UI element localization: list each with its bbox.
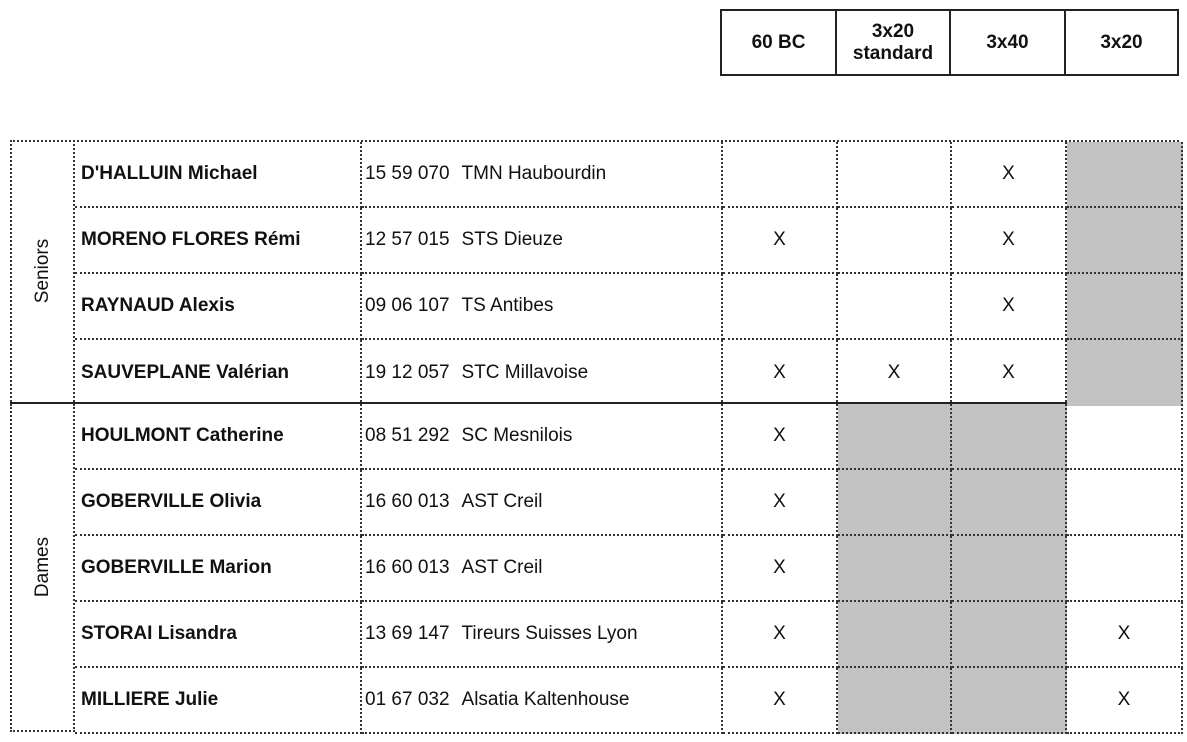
- mark-3x40: [952, 404, 1067, 470]
- mark-3x20-standard: [838, 404, 952, 470]
- mark-3x20: [1067, 404, 1183, 470]
- license-number: 12 57 015: [365, 229, 450, 250]
- license-number: 08 51 292: [365, 425, 450, 446]
- mark-3x40: X: [952, 274, 1067, 340]
- athlete-name: HOULMONT Catherine: [75, 404, 362, 470]
- club-name: TS Antibes: [461, 295, 554, 316]
- table-row: [75, 142, 1187, 208]
- mark-3x20: [1067, 470, 1183, 536]
- mark-3x20-standard: [838, 602, 952, 668]
- mark-3x20: [1067, 142, 1183, 208]
- athlete-name: SAUVEPLANE Valérian: [75, 340, 362, 406]
- mark-3x20-standard: [838, 470, 952, 536]
- mark-3x20: [1067, 208, 1183, 274]
- club-name: SC Mesnilois: [461, 425, 573, 446]
- club-name: AST Creil: [461, 557, 543, 578]
- header-3x20: 3x20: [1100, 31, 1143, 53]
- mark-60bc: X: [723, 208, 838, 274]
- mark-60bc: X: [723, 602, 838, 668]
- mark-3x40: [952, 536, 1067, 602]
- category-seniors: [10, 140, 75, 402]
- mark-3x20: [1067, 274, 1183, 340]
- athlete-name: MORENO FLORES Rémi: [75, 208, 362, 274]
- license-number: 15 59 070: [365, 163, 450, 184]
- mark-60bc: X: [723, 536, 838, 602]
- mark-3x20-standard: [838, 668, 952, 734]
- club-name: STS Dieuze: [461, 229, 563, 250]
- athlete-name: D'HALLUIN Michael: [75, 142, 362, 208]
- category-dames: [10, 404, 75, 732]
- mark-3x20-standard: [838, 274, 952, 340]
- table-row: [75, 274, 1187, 340]
- event-header: [720, 9, 1179, 76]
- table-row: [75, 340, 1187, 406]
- table-row: [75, 602, 1187, 668]
- category-label: Seniors: [31, 238, 53, 304]
- mark-60bc: X: [723, 470, 838, 536]
- mark-60bc: X: [723, 668, 838, 734]
- mark-60bc: X: [723, 340, 838, 406]
- athlete-name: GOBERVILLE Marion: [75, 536, 362, 602]
- athlete-name: STORAI Lisandra: [75, 602, 362, 668]
- header-3x20-standard: 3x20 standard: [837, 11, 951, 74]
- athlete-club: [362, 602, 723, 668]
- mark-60bc: [723, 142, 838, 208]
- athlete-club: [362, 208, 723, 274]
- table-row: [75, 208, 1187, 274]
- club-name: Tireurs Suisses Lyon: [461, 623, 638, 644]
- mark-3x40: [952, 470, 1067, 536]
- mark-3x20: X: [1067, 668, 1183, 734]
- table-row: [75, 470, 1187, 536]
- mark-3x20-standard: X: [838, 340, 952, 406]
- table-row: [75, 536, 1187, 602]
- mark-3x20: [1067, 340, 1183, 406]
- athlete-club: [362, 142, 723, 208]
- mark-3x40: [952, 602, 1067, 668]
- category-label: Dames: [31, 536, 53, 598]
- license-number: 16 60 013: [365, 557, 450, 578]
- athlete-club: [362, 340, 723, 406]
- mark-3x20-standard: [838, 208, 952, 274]
- athlete-name: RAYNAUD Alexis: [75, 274, 362, 340]
- athlete-name: GOBERVILLE Olivia: [75, 470, 362, 536]
- mark-60bc: X: [723, 404, 838, 470]
- mark-3x20-standard: [838, 536, 952, 602]
- athlete-club: [362, 536, 723, 602]
- mark-3x40: [952, 668, 1067, 734]
- athlete-club: [362, 404, 723, 470]
- mark-3x40: X: [952, 208, 1067, 274]
- athlete-club: [362, 668, 723, 734]
- mark-3x20: [1067, 536, 1183, 602]
- header-60bc: 60 BC: [722, 11, 837, 74]
- club-name: STC Millavoise: [461, 362, 589, 383]
- club-name: AST Creil: [461, 491, 543, 512]
- table-row: [75, 404, 1187, 470]
- mark-3x40: X: [952, 142, 1067, 208]
- header-3x40: 3x40: [951, 11, 1066, 74]
- registration-table: [10, 140, 1179, 732]
- club-name: Alsatia Kaltenhouse: [461, 689, 630, 710]
- club-name: TMN Haubourdin: [461, 163, 607, 184]
- mark-3x20: X: [1067, 602, 1183, 668]
- license-number: 16 60 013: [365, 491, 450, 512]
- license-number: 19 12 057: [365, 362, 450, 383]
- license-number: 13 69 147: [365, 623, 450, 644]
- table-row: [75, 668, 1187, 734]
- mark-60bc: [723, 274, 838, 340]
- mark-3x40: X: [952, 340, 1067, 406]
- license-number: 01 67 032: [365, 689, 450, 710]
- athlete-club: [362, 470, 723, 536]
- mark-3x20-standard: [838, 142, 952, 208]
- athlete-club: [362, 274, 723, 340]
- license-number: 09 06 107: [365, 295, 450, 316]
- athlete-name: MILLIERE Julie: [75, 668, 362, 734]
